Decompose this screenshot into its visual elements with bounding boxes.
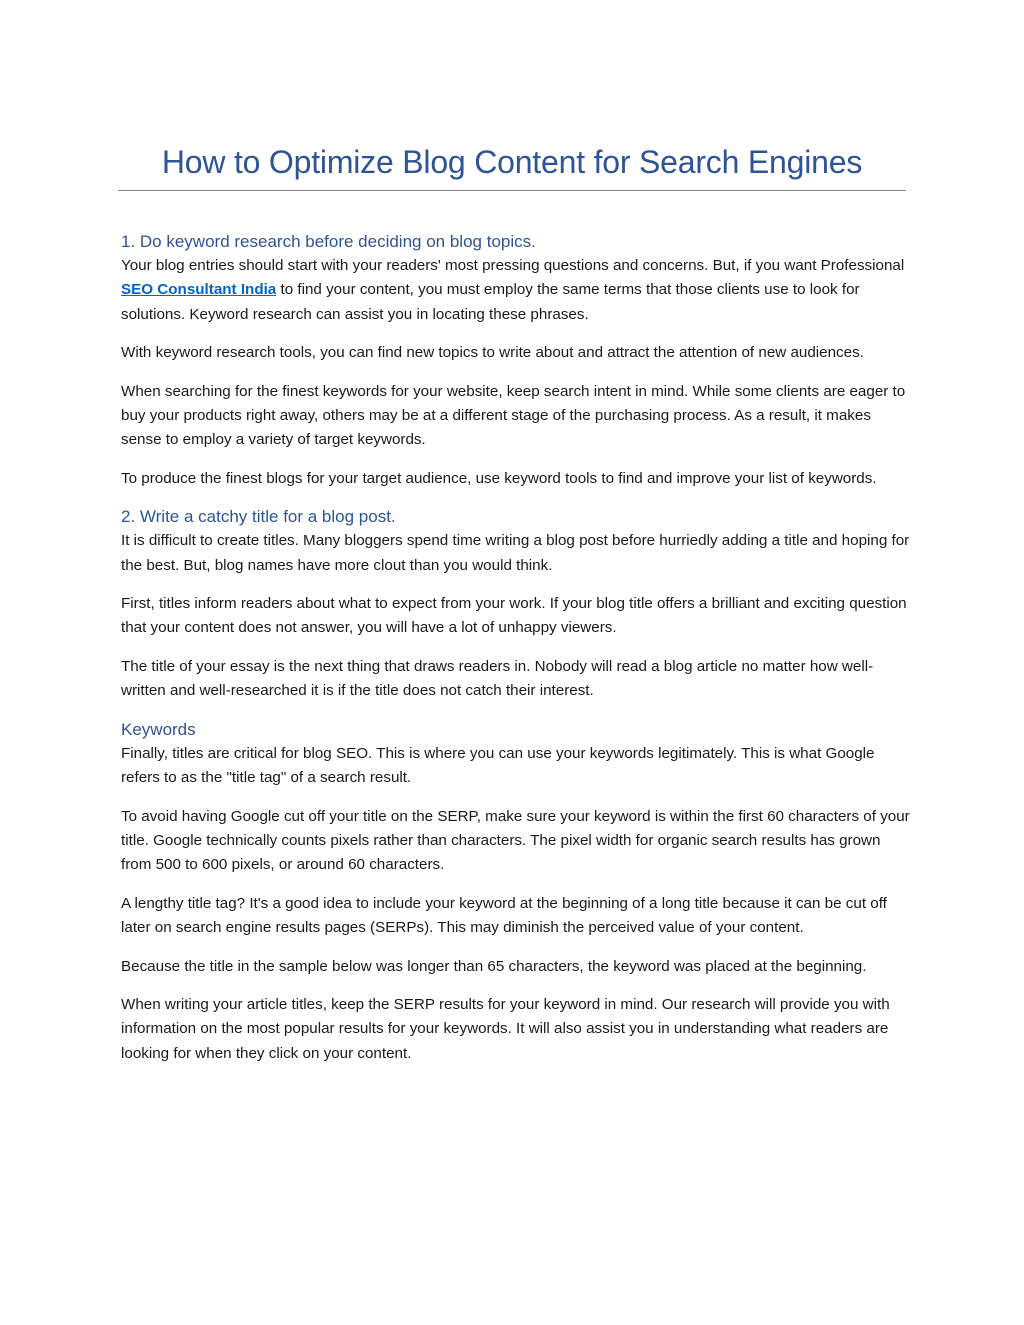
paragraph: To produce the finest blogs for your target audience, use keyword tools to find and improve your list of keywords. <box>121 469 877 487</box>
paragraph: When searching for the finest keywords for your website, keep search intent in mind. While some clients are eager to buy your products right away, others may be at a different stage of the purchasing process. As a result, it makes sense to employ a variety of target keywords. <box>121 382 906 449</box>
section-heading-catchy-title: 2. Write a catchy title for a blog post. <box>121 507 396 527</box>
section-heading-keyword-research: 1. Do keyword research before deciding on blog topics. <box>121 232 536 251</box>
paragraph-text: Your blog entries should start with your readers' most pressing questions and concerns. But, if you want Professional <box>121 257 905 274</box>
paragraph: The title of your essay is the next thing that draws readers in. Nobody will read a blog article no matter how well-written and well-researched it is if the title does not catch their interest. <box>121 657 874 700</box>
paragraph: When writing your article titles, keep the SERP results for your keyword in mind. Our research will provide you with information on the most popular results for your keywords. It will also assist you in understanding what readers are looking for when they click on your content. <box>121 995 890 1062</box>
document-body <box>121 230 911 1080</box>
paragraph: A lengthy title tag? It's a good idea to include your keyword at the beginning of a long title because it can be cut off later on search engine results pages (SERPs). This may diminish the perceived value of your content. <box>121 894 887 937</box>
paragraph: It is difficult to create titles. Many bloggers spend time writing a blog post before hurriedly adding a title and hoping for the best. But, blog names have more clout than you would think. <box>121 532 910 574</box>
document-title: How to Optimize Blog Content for Search Engines <box>161 144 863 180</box>
paragraph: With keyword research tools, you can find new topics to write about and attract the attention of new audiences. <box>121 344 864 362</box>
seo-consultant-link[interactable]: SEO Consultant India <box>121 281 277 299</box>
title-divider <box>118 190 906 191</box>
paragraph: Because the title in the sample below was longer than 65 characters, the keyword was placed at the beginning. <box>121 957 867 975</box>
paragraph: To avoid having Google cut off your title on the SERP, make sure your keyword is within the first 60 characters of your title. Google technically counts pixels rather than characters. The pixel width for organic search results has grown from 500 to 600 pixels, or around 60 characters. <box>121 807 910 874</box>
paragraph-text: to find your content, you must employ the same terms that those clients use to look for solutions. Keyword research can assist you in locating these phrases. <box>121 281 860 323</box>
paragraph: Finally, titles are critical for blog SEO. This is where you can use your keywords legitimately. This is what Google refers to as the "title tag" of a search result. <box>121 744 875 787</box>
section-heading-keywords: Keywords <box>121 719 196 739</box>
paragraph: First, titles inform readers about what to expect from your work. If your blog title offers a brilliant and exciting question that your content does not answer, you will have a lot of unhappy viewers. <box>121 595 907 637</box>
paragraph <box>121 254 911 327</box>
